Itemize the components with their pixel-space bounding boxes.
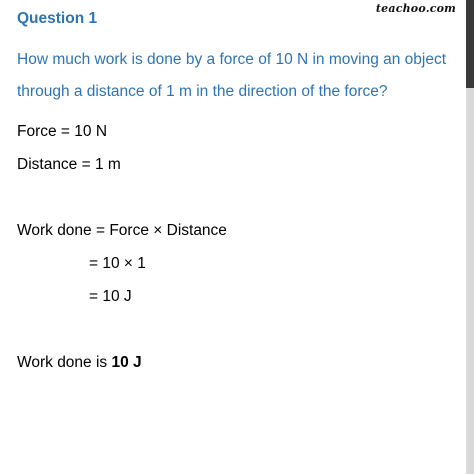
work-formula: Work done = Force × Distance xyxy=(17,222,227,239)
final-answer-value: 10 J xyxy=(111,354,142,371)
work-step-substitute: = 10 × 1 xyxy=(89,255,146,272)
teachoo-watermark: teachoo.com xyxy=(375,2,456,15)
question-title: Question 1 xyxy=(17,10,98,27)
given-force: Force = 10 N xyxy=(17,123,108,140)
scroll-thumb[interactable] xyxy=(466,0,474,88)
work-step-result: = 10 J xyxy=(89,288,132,305)
given-distance: Distance = 1 m xyxy=(17,156,121,173)
final-answer xyxy=(17,354,142,372)
question-text: How much work is done by a force of 10 N in moving an object through a distance of 1 m in the direction of the force? xyxy=(17,51,447,100)
final-answer-prefix: Work done is xyxy=(17,354,112,371)
